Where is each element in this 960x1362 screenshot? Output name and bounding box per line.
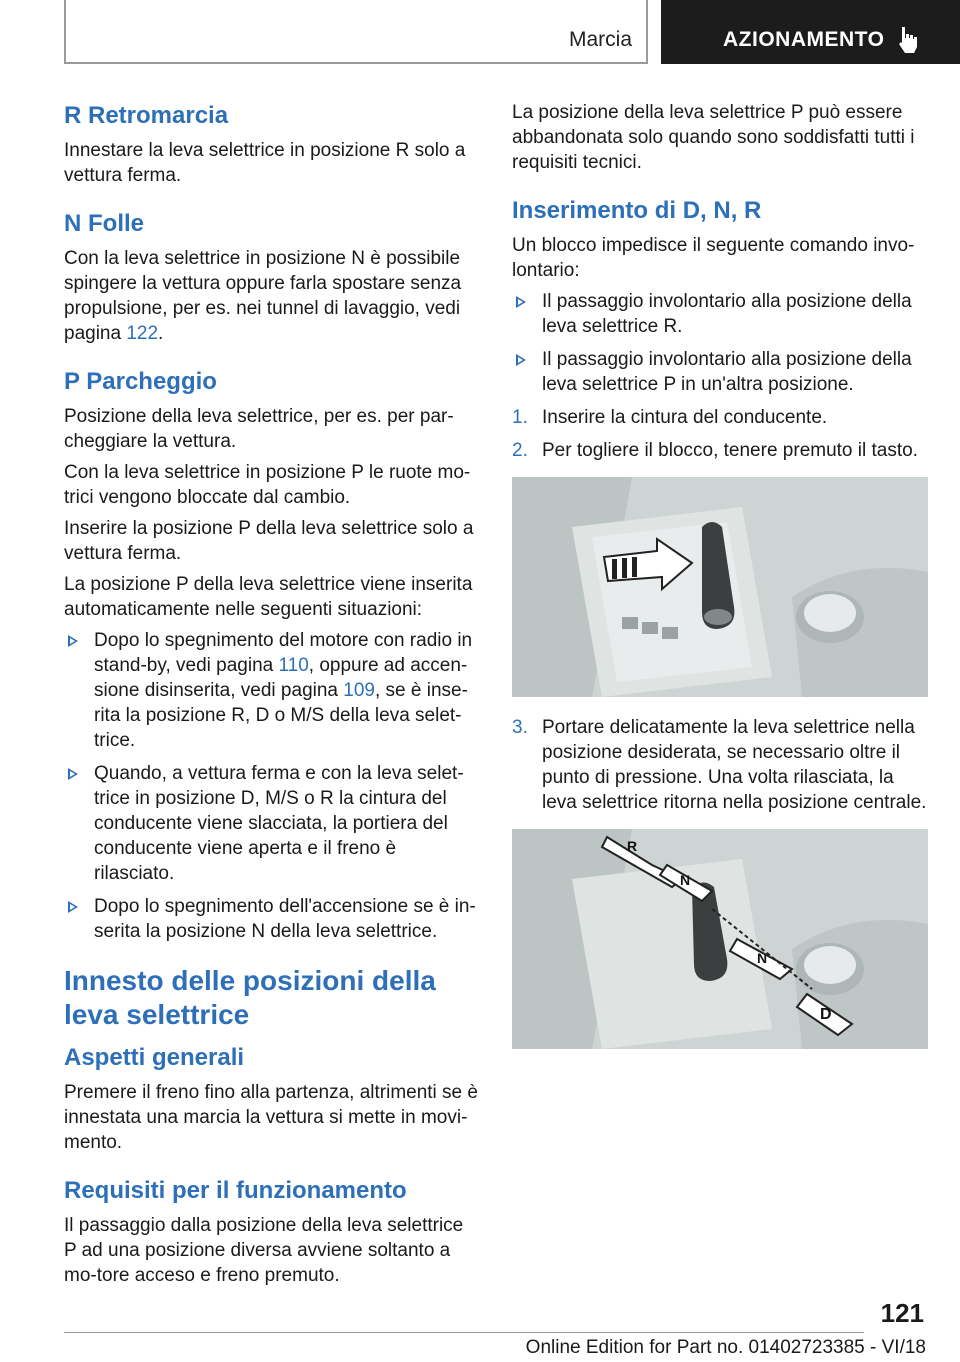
page-link-109[interactable]: 109	[343, 680, 375, 701]
heading-aspetti-generali: Aspetti generali	[64, 1044, 245, 1071]
triangle-bullet-icon	[516, 354, 526, 366]
text-requisiti: Il passaggio dalla posizione della leva selettrice P ad una posizione diversa avviene soltanto a mo-tore acceso e freno premuto.	[64, 1215, 464, 1286]
section-aspetti-generali	[64, 1042, 480, 1155]
footer-edition: Online Edition for Part no. 01402723385 - VI/18	[525, 1337, 926, 1358]
position-label-n: N	[757, 950, 768, 966]
page-link-122[interactable]: 122	[126, 323, 159, 344]
header-section-title: Marcia	[568, 28, 632, 51]
footer-divider	[64, 1332, 864, 1333]
right-column	[512, 100, 928, 1067]
triangle-bullet-icon	[68, 635, 78, 647]
list-item: Dopo lo spegnimento dell'accensione se è in-serita la posizione N della leva selettrice.	[64, 894, 480, 944]
steps-list-continued	[512, 715, 928, 815]
heading-parcheggio: P Parcheggio	[64, 368, 217, 395]
section-parcheggio	[64, 366, 480, 944]
figure-shift-positions	[512, 829, 928, 1049]
text-aspetti-generali: Premere il freno fino alla partenza, altrimenti se è innestata una marcia la vettura si mette in movi-mento.	[64, 1082, 478, 1153]
section-requisiti	[64, 1175, 480, 1288]
inserimento-bullet-list	[512, 289, 928, 397]
position-label-d: D	[820, 1006, 832, 1023]
page-number: 121	[880, 1298, 924, 1328]
list-item: Quando, a vettura ferma e con la leva selet-trice in posizione D, M/S o R la cintura del conducente viene slacciata, la portiera del conducente viene aperta e il freno è rilasciato.	[64, 761, 480, 886]
text-parcheggio-4: La posizione P della leva selettrice viene inserita automaticamente nelle seguenti situazioni:	[64, 574, 473, 620]
text-retromarcia: Innestare la leva selettrice in posizione R solo a vettura ferma.	[64, 140, 466, 186]
text-folle: Con la leva selettrice in posizione N è possibile spingere la vettura oppure farla spostare senza propulsione, per es. nei tunnel di lavaggio, vedi pagina 122.	[64, 248, 462, 344]
section-folle	[64, 208, 480, 346]
heading-inserimento: Inserimento di D, N, R	[512, 197, 762, 224]
heading-requisiti: Requisiti per il funzionamento	[64, 1177, 407, 1204]
text-parcheggio-1: Posizione della leva selettrice, per es. per par-cheggiare la vettura.	[64, 406, 454, 452]
text-requisiti-tecnici: La posizione della leva selettrice P può essere abbandonata solo quando sono soddisfatti tutti i requisiti tecnici.	[512, 102, 915, 173]
header-section-box	[64, 0, 648, 64]
step-item: 1. Inserire la cintura del conducente.	[512, 407, 828, 428]
heading-retromarcia: R Retromarcia	[64, 102, 229, 129]
hand-pointer-icon	[895, 25, 921, 55]
gear-selector-illustration	[512, 477, 928, 697]
page-link-110[interactable]: 110	[278, 655, 309, 676]
header-chapter-tab[interactable]	[661, 0, 960, 64]
text-inserimento: Un blocco impedisce il seguente comando invo-lontario:	[512, 235, 915, 281]
list-item: Il passaggio involontario alla posizione della leva selettrice R.	[512, 289, 928, 339]
triangle-bullet-icon	[516, 296, 526, 308]
text-parcheggio-3: Inserire la posizione P della leva selettrice solo a vettura ferma.	[64, 518, 474, 564]
steps-list	[512, 405, 928, 463]
heading-innesto: Innesto delle posizioni della leva selettrice	[64, 965, 436, 1030]
figure-unlock-button	[512, 477, 928, 697]
parcheggio-bullet-list	[64, 628, 480, 944]
heading-folle: N Folle	[64, 210, 145, 237]
list-item: Il passaggio involontario alla posizione della leva selettrice P in un'altra posizione.	[512, 347, 928, 397]
left-column	[64, 100, 480, 1308]
triangle-bullet-icon	[68, 901, 78, 913]
section-retromarcia	[64, 100, 480, 188]
shift-direction-illustration	[512, 829, 928, 1049]
position-label-r: R	[627, 838, 638, 854]
position-label-n: N	[680, 872, 691, 888]
step-item: 2. Per togliere il blocco, tenere premuto il tasto.	[512, 440, 918, 461]
list-item: Dopo lo spegnimento del motore con radio in stand-by, vedi pagina 110, oppure ad accen-sione disinserita, vedi pagina 109, se è inse-rita la posizione R, D o M/S della leva selet-trice.	[64, 628, 480, 753]
triangle-bullet-icon	[68, 768, 78, 780]
text-parcheggio-2: Con la leva selettrice in posizione P le ruote mo-trici vengono bloccate dal cambio.	[64, 462, 471, 508]
step-item: 3. Portare delicatamente la leva selettrice nella posizione desiderata, se necessario oltre il punto di pressione. Una volta rilasciata, la leva selettrice ritorna nella posizione centrale.	[512, 717, 927, 813]
header-chapter-title: AZIONAMENTO	[723, 28, 885, 51]
